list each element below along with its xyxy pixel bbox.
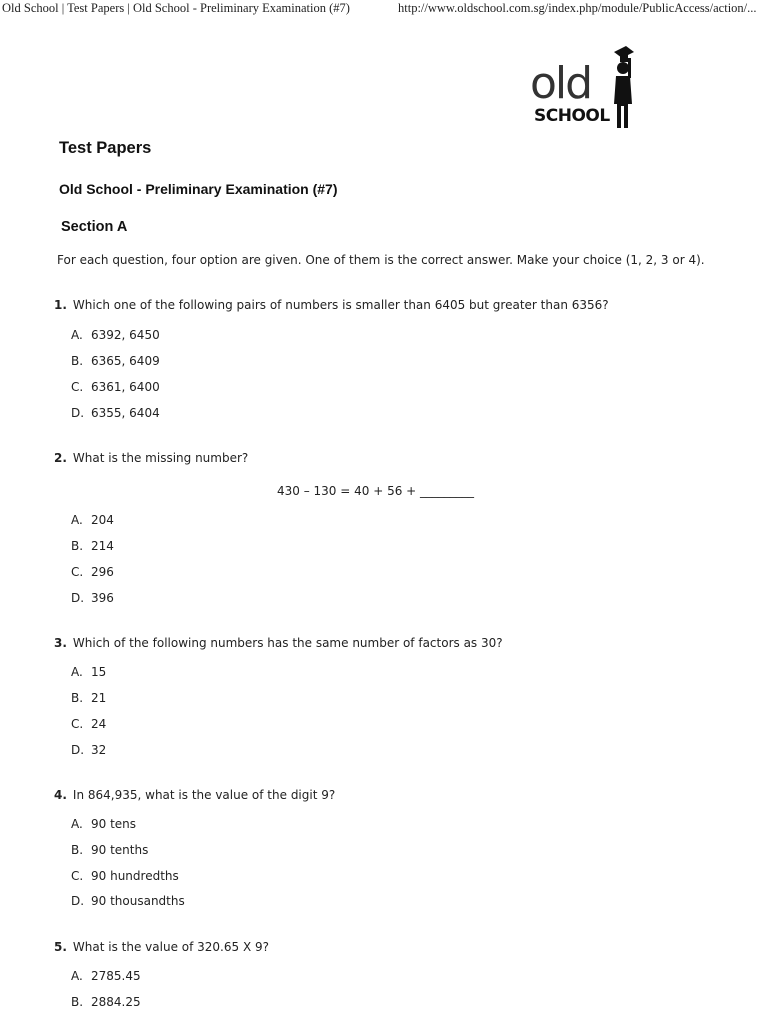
question-number: 5. — [54, 940, 67, 954]
option-letter: C. — [71, 565, 84, 579]
option-letter: D. — [71, 591, 85, 605]
option-text: 15 — [91, 665, 107, 679]
option-letter: D. — [71, 406, 85, 420]
option-text: 90 tenths — [91, 843, 149, 857]
option-letter: B. — [71, 539, 84, 553]
graduate-silhouette-icon — [608, 44, 638, 130]
page-title: Test Papers — [59, 139, 152, 157]
instructions-text: For each question, four option are given. One of them is the correct answer. Make your choice (1, 2, 3 or 4). — [57, 253, 705, 267]
option-4a — [71, 817, 136, 831]
option-5a — [71, 969, 141, 983]
option-letter: A. — [71, 969, 83, 983]
option-4d — [71, 894, 185, 908]
option-letter: A. — [71, 817, 83, 831]
question-number: 4. — [54, 788, 67, 802]
question-1 — [54, 298, 609, 312]
option-letter: B. — [71, 843, 84, 857]
option-2a — [71, 513, 114, 527]
logo-old-text: old — [530, 58, 592, 109]
option-letter: C. — [71, 869, 84, 883]
option-text: 214 — [91, 539, 114, 553]
option-letter: B. — [71, 691, 84, 705]
option-text: 396 — [91, 591, 114, 605]
question-number: 1. — [54, 298, 67, 312]
question-number: 2. — [54, 451, 67, 465]
option-text: 204 — [91, 513, 114, 527]
option-text: 6365, 6409 — [91, 354, 160, 368]
option-letter: B. — [71, 995, 84, 1009]
option-2b — [71, 539, 114, 553]
option-letter: C. — [71, 717, 84, 731]
option-text: 90 thousandths — [91, 894, 185, 908]
option-text: 24 — [91, 717, 107, 731]
question-text: What is the value of 320.65 X 9? — [72, 940, 269, 954]
print-header-title: Old School | Test Papers | Old School - Preliminary Examination (#7) — [2, 1, 350, 15]
option-4b — [71, 843, 148, 857]
option-2d — [71, 591, 114, 605]
option-text: 2884.25 — [91, 995, 141, 1009]
option-1d — [71, 406, 160, 420]
option-text: 32 — [91, 743, 107, 757]
print-header-url: http://www.oldschool.com.sg/index.php/module/PublicAccess/action/... — [398, 1, 757, 15]
equation: 430 – 130 = 40 + 56 + _________ — [277, 484, 475, 498]
question-text: In 864,935, what is the value of the digit 9? — [72, 788, 336, 802]
question-text: What is the missing number? — [72, 451, 249, 465]
option-5b — [71, 995, 141, 1009]
option-text: 6392, 6450 — [91, 328, 160, 342]
question-number: 3. — [54, 636, 67, 650]
exam-title: Old School - Preliminary Examination (#7) — [59, 181, 338, 197]
option-1c — [71, 380, 160, 394]
option-3b — [71, 691, 106, 705]
option-1a — [71, 328, 160, 342]
question-text: Which one of the following pairs of numbers is smaller than 6405 but greater than 6356? — [72, 298, 609, 312]
option-letter: A. — [71, 328, 83, 342]
option-letter: C. — [71, 380, 84, 394]
option-1b — [71, 354, 160, 368]
option-letter: A. — [71, 665, 83, 679]
old-school-logo — [530, 44, 640, 130]
option-text: 2785.45 — [91, 969, 141, 983]
question-2 — [54, 451, 248, 465]
option-text: 90 hundredths — [91, 869, 179, 883]
question-text: Which of the following numbers has the same number of factors as 30? — [72, 636, 503, 650]
option-3d — [71, 743, 106, 757]
option-text: 6355, 6404 — [91, 406, 160, 420]
option-letter: D. — [71, 894, 85, 908]
print-header — [0, 0, 768, 18]
option-text: 21 — [91, 691, 107, 705]
option-letter: B. — [71, 354, 84, 368]
logo-school-text: SCHOOL — [534, 106, 610, 126]
option-text: 6361, 6400 — [91, 380, 160, 394]
question-4 — [54, 788, 335, 802]
option-3a — [71, 665, 106, 679]
option-text: 296 — [91, 565, 114, 579]
option-letter: D. — [71, 743, 85, 757]
section-heading: Section A — [61, 219, 128, 235]
option-2c — [71, 565, 114, 579]
question-3 — [54, 636, 503, 650]
option-3c — [71, 717, 106, 731]
option-4c — [71, 869, 179, 883]
option-letter: A. — [71, 513, 83, 527]
question-5 — [54, 940, 269, 954]
option-text: 90 tens — [91, 817, 137, 831]
